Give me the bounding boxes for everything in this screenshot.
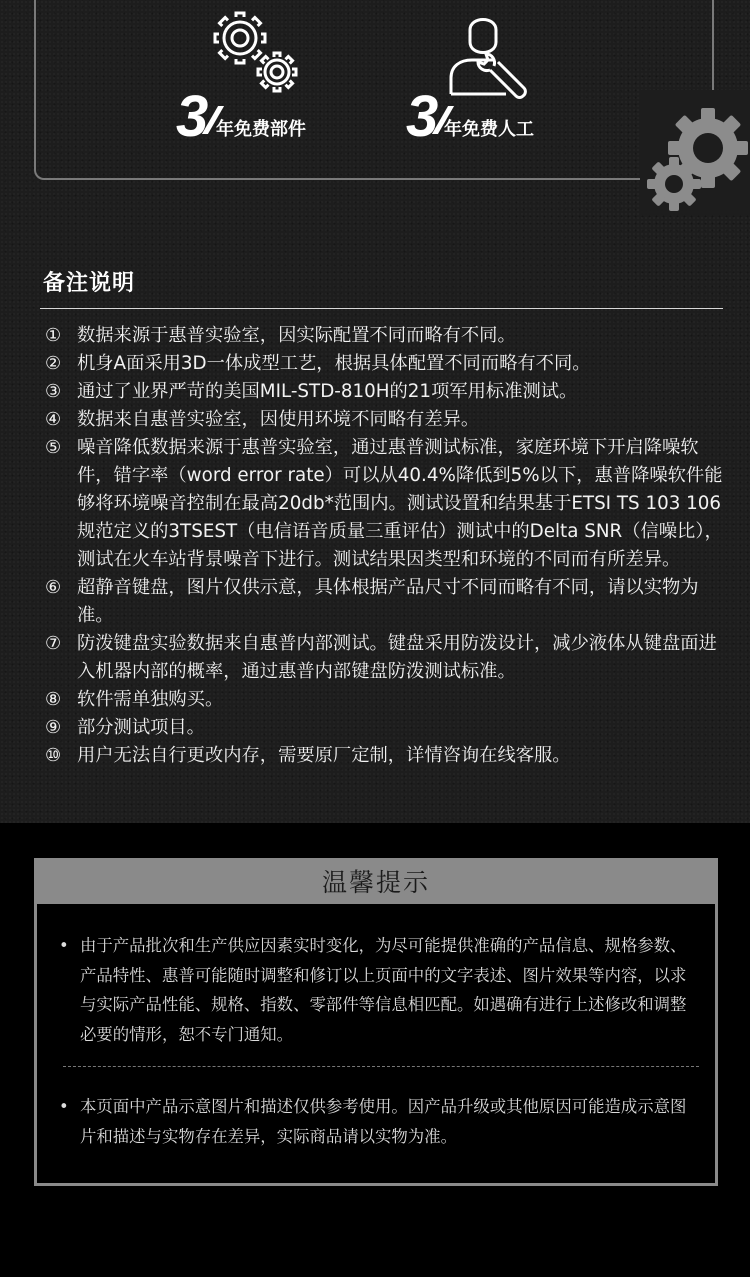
tip-item: • 本页面中产品示意图片和描述仅供参考使用。因产品升级或其他原因可能造成示意图片和描述与实物存在差异，实际商品请以实物为准。 (59, 1092, 699, 1151)
tips-title: 温馨提示 (37, 861, 715, 904)
warranty-parts (176, 8, 326, 148)
tips-divider (63, 1066, 699, 1067)
notes-list (45, 322, 725, 770)
warranty-frame (34, 0, 714, 180)
warranty-labor-number: 3 (406, 84, 439, 149)
list-item: ⑥ 超静音键盘，图片仅供示意，具体根据产品尺寸不同而略有不同，请以实物为准。 (45, 577, 699, 626)
list-item: ⑨ 部分测试项目。 (45, 717, 205, 738)
warranty-parts-label: 年免费部件 (216, 119, 306, 140)
list-item: ③ 通过了业界严苛的美国MIL-STD-810H的21项军用标准测试。 (45, 381, 578, 402)
warranty-labor (406, 8, 556, 148)
list-item: ④ 数据来自惠普实验室，因使用环境不同略有差异。 (45, 409, 480, 430)
list-item: ① 数据来源于惠普实验室，因实际配置不同而略有不同。 (45, 325, 516, 346)
warranty-labor-label: 年免费人工 (444, 119, 534, 140)
decorative-gears-icon (640, 100, 750, 215)
list-item: ⑩ 用户无法自行更改内存，需要原厂定制，详情咨询在线客服。 (45, 745, 571, 766)
warranty-parts-number: 3 (176, 84, 209, 149)
list-item: ⑦ 防泼键盘实验数据来自惠普内部测试。键盘采用防泼设计，减少液体从键盘面进入机器内部的概率，通过惠普内部键盘防泼测试标准。 (45, 633, 717, 682)
notes-divider (40, 308, 723, 309)
bullet-icon: • (59, 1097, 69, 1116)
technician-icon (446, 12, 538, 100)
gears-icon (212, 8, 302, 98)
notes-title: 备注说明 (43, 271, 136, 296)
list-item: ⑧ 软件需单独购买。 (45, 689, 224, 710)
list-item: ② 机身A面采用3D一体成型工艺，根据具体配置不同而略有不同。 (45, 353, 591, 374)
tips-box (34, 858, 718, 1186)
tip-item: • 由于产品批次和生产供应因素实时变化，为尽可能提供准确的产品信息、规格参数、产品特性、惠普可能随时调整和修订以上页面中的文字表述、图片效果等内容，以求与实际产品性能、规格、指数、零部件等信息相匹配。如遇确有进行上述修改和调整必要的情形，恕不专门通知。 (59, 931, 699, 1049)
list-item: ⑤ 噪音降低数据来源于惠普实验室，通过惠普测试标准，家庭环境下开启降噪软件，错字率（word error rate）可以从40.4%降低到5%以下，惠普降噪软件能够将环境噪音控制在最高20db*范围内。测试设置和结果基于ETSI TS 103 106 规范定义的3TSEST（电信语音质量三重评估）测试中的Delta SNR（信噪比），测试在火车站背景噪音下进行。测试结果因类型和环境的不同而有所差异。 (45, 437, 723, 570)
bullet-icon: • (59, 936, 69, 955)
